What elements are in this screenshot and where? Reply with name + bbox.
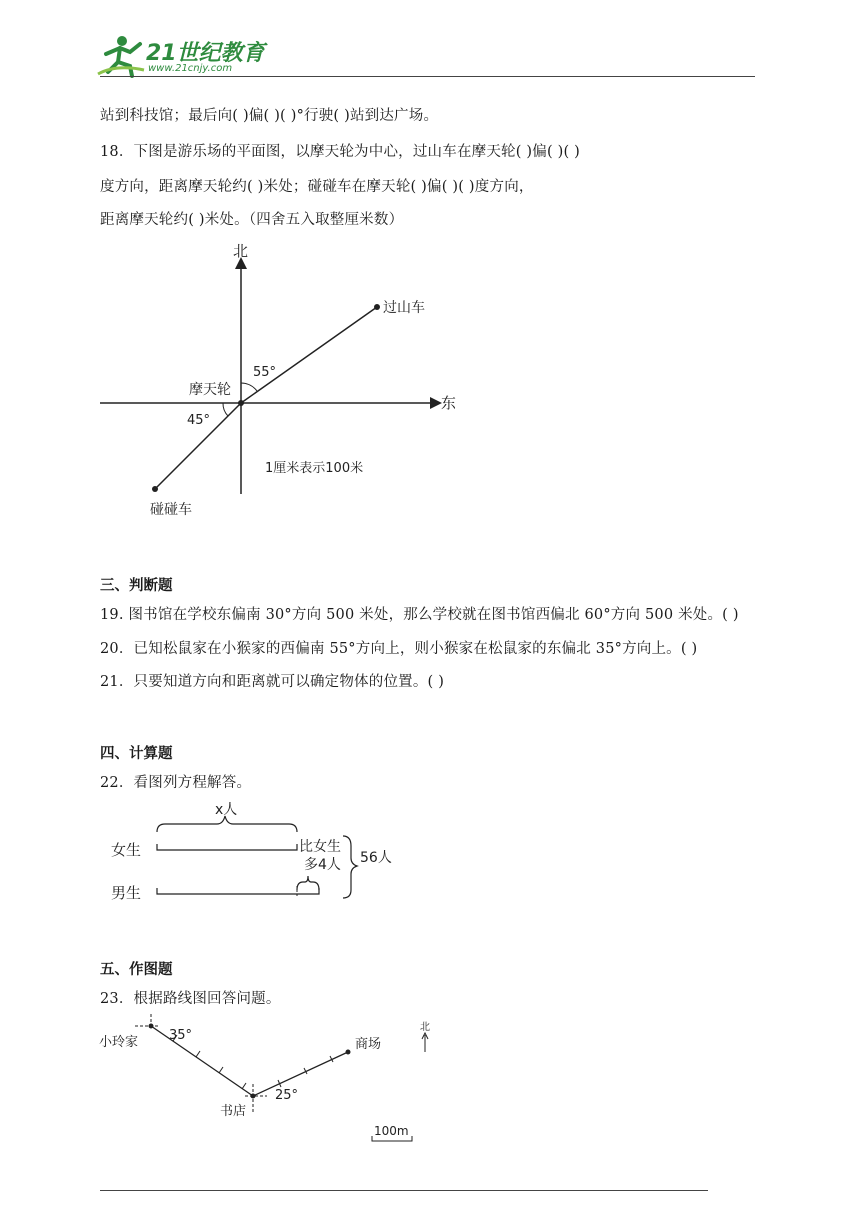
- bumper-car-label: 碰碰车: [150, 502, 192, 518]
- ferris-wheel-label: 摩天轮: [189, 382, 231, 398]
- footer-divider: [100, 1190, 708, 1191]
- boys-segment: [157, 888, 319, 894]
- east-label: 东: [441, 394, 457, 412]
- store-label: 书店: [220, 1104, 247, 1119]
- scale-label: 1厘米表示100米: [265, 461, 364, 476]
- question-22: 22．看图列方程解答。: [100, 775, 252, 791]
- header-logo: [96, 34, 266, 78]
- question-17-end: 站到科技馆；最后向( )偏( )( )°行驶( )站到达广场。: [100, 108, 439, 124]
- route-home-store: [151, 1026, 253, 1096]
- bumper-car-point: [152, 486, 158, 492]
- north-indicator-label: 北: [420, 1022, 430, 1033]
- section-5-title: 五、作图题: [100, 962, 173, 978]
- route-map: [95, 1012, 445, 1147]
- mall-label: 商场: [355, 1037, 382, 1052]
- extra-brace: [297, 876, 319, 890]
- angle-arc-45: [223, 403, 228, 416]
- question-20: 20．已知松鼠家在小猴家的西偏南 55°方向上，则小猴家在松鼠家的东偏北 35°方向上。( ): [100, 641, 698, 657]
- more-label-2: 多4人: [304, 857, 341, 873]
- mall-point: [346, 1050, 351, 1055]
- header-divider: [100, 76, 755, 77]
- x-label: x人: [215, 802, 238, 818]
- boys-label: 男生: [111, 884, 142, 902]
- angle-55-label: 55°: [253, 365, 277, 380]
- angle-45-label: 45°: [187, 413, 211, 428]
- north-label: 北: [233, 242, 249, 260]
- more-label-1: 比女生: [299, 839, 341, 855]
- angle-35-label: 35°: [169, 1028, 193, 1043]
- question-19: 19. 图书馆在学校东偏南 30°方向 500 米处，那么学校就在图书馆西偏北 60°方向 500 米处。( ): [100, 607, 739, 623]
- home-label: 小玲家: [99, 1035, 139, 1050]
- ferris-wheel-point: [238, 400, 244, 406]
- runner-icon: [96, 34, 146, 78]
- total-label: 56人: [360, 850, 392, 866]
- total-brace: [343, 836, 357, 898]
- question-21: 21．只要知道方向和距离就可以确定物体的位置。( ): [100, 674, 445, 690]
- question-18-line-3: 距离摩天轮约( )米处。（四舍五入取整厘米数）: [100, 212, 404, 228]
- roller-coaster-point: [374, 304, 380, 310]
- amusement-park-diagram: [95, 238, 465, 523]
- roller-coaster-label: 过山车: [383, 300, 425, 316]
- brand-url: www.21cnjy.com: [148, 63, 233, 74]
- section-4-title: 四、计算题: [100, 746, 173, 762]
- angle-25-label: 25°: [275, 1088, 299, 1103]
- route-store-mall: [253, 1052, 348, 1096]
- roller-coaster-line: [241, 307, 377, 403]
- angle-arc-55: [241, 383, 257, 391]
- girls-segment: [157, 844, 297, 850]
- x-brace: [157, 816, 297, 832]
- scale-bar-label: 100m: [374, 1124, 409, 1138]
- section-3-title: 三、判断题: [100, 578, 173, 594]
- brand-title: 21世纪教育: [146, 41, 265, 66]
- question-18-line-1: 18．下图是游乐场的平面图，以摩天轮为中心，过山车在摩天轮( )偏( )( ): [100, 144, 581, 160]
- question-23: 23．根据路线图回答问题。: [100, 991, 281, 1007]
- question-18-line-2: 度方向，距离摩天轮约( )米处；碰碰车在摩天轮( )偏( )( )度方向，: [100, 179, 534, 195]
- girls-label: 女生: [111, 841, 142, 859]
- segment-diagram: [105, 800, 405, 910]
